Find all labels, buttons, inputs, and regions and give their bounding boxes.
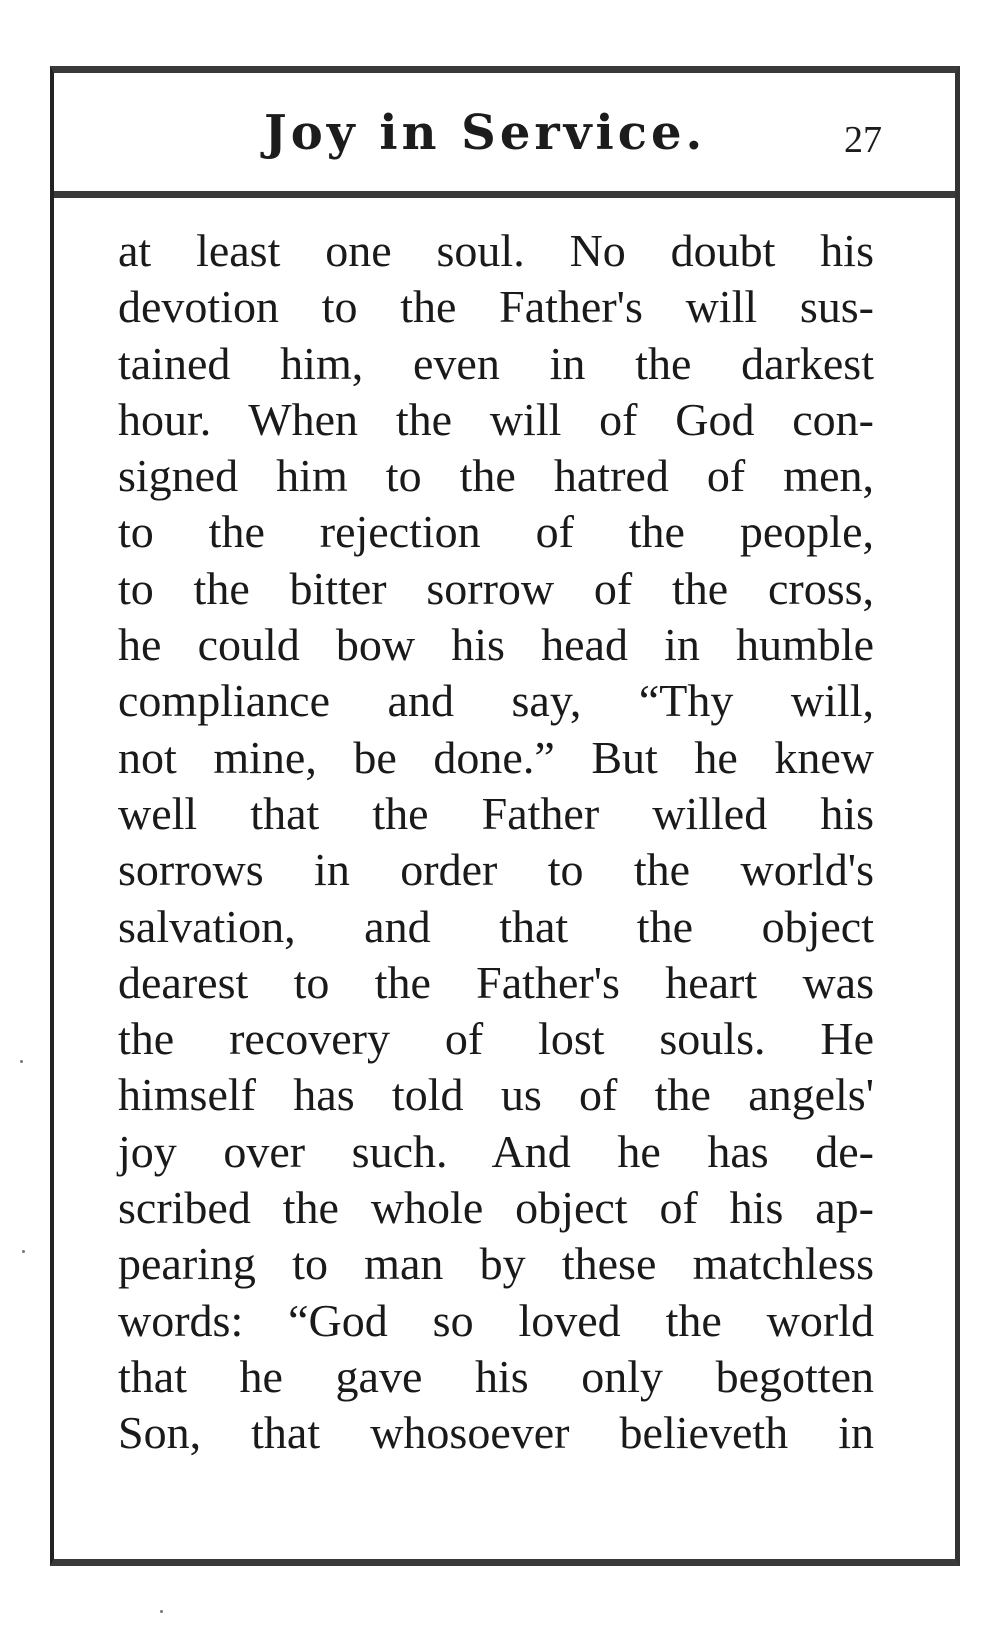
text-line: to the bitter sorrow of the cross, [118,562,874,614]
text-line: that he gave his only begotten [118,1350,874,1402]
text-line: salvation, and that the object [118,900,874,952]
running-title: Joy in Service. [264,105,707,161]
text-line: words: “God so loved the world [118,1294,874,1346]
scan-speck [160,1610,163,1613]
text-line: well that the Father willed his [118,787,874,839]
text-line: not mine, be done.” But he knew [118,731,874,783]
text-line: tained him, even in the darkest [118,337,874,389]
text-line: compliance and say, “Thy will, [118,675,874,727]
running-header [54,73,955,198]
text-line: hour. When the will of God con- [118,393,874,445]
text-line: to the rejection of the people, [118,506,874,558]
page-frame [50,66,960,1566]
scan-speck [22,1250,25,1253]
body-text [118,223,874,1462]
text-line: the recovery of lost souls. He [118,1013,874,1065]
text-line: he could bow his head in humble [118,619,874,671]
text-line: at least one soul. No doubt his [118,225,874,276]
text-line: Son, that whosoever believeth in [118,1407,874,1459]
page-number: 27 [844,119,882,161]
text-line: sorrows in order to the world's [118,844,874,896]
text-line: devotion to the Father's will sus- [118,281,874,333]
text-line: scribed the whole object of his ap- [118,1182,874,1234]
text-line: signed him to the hatred of men, [118,450,874,502]
text-line: pearing to man by these matchless [118,1238,874,1290]
text-line: dearest to the Father's heart was [118,956,874,1008]
text-line: joy over such. And he has de- [118,1125,874,1177]
text-line: himself has told us of the angels' [118,1069,874,1121]
scan-speck [20,1060,23,1063]
